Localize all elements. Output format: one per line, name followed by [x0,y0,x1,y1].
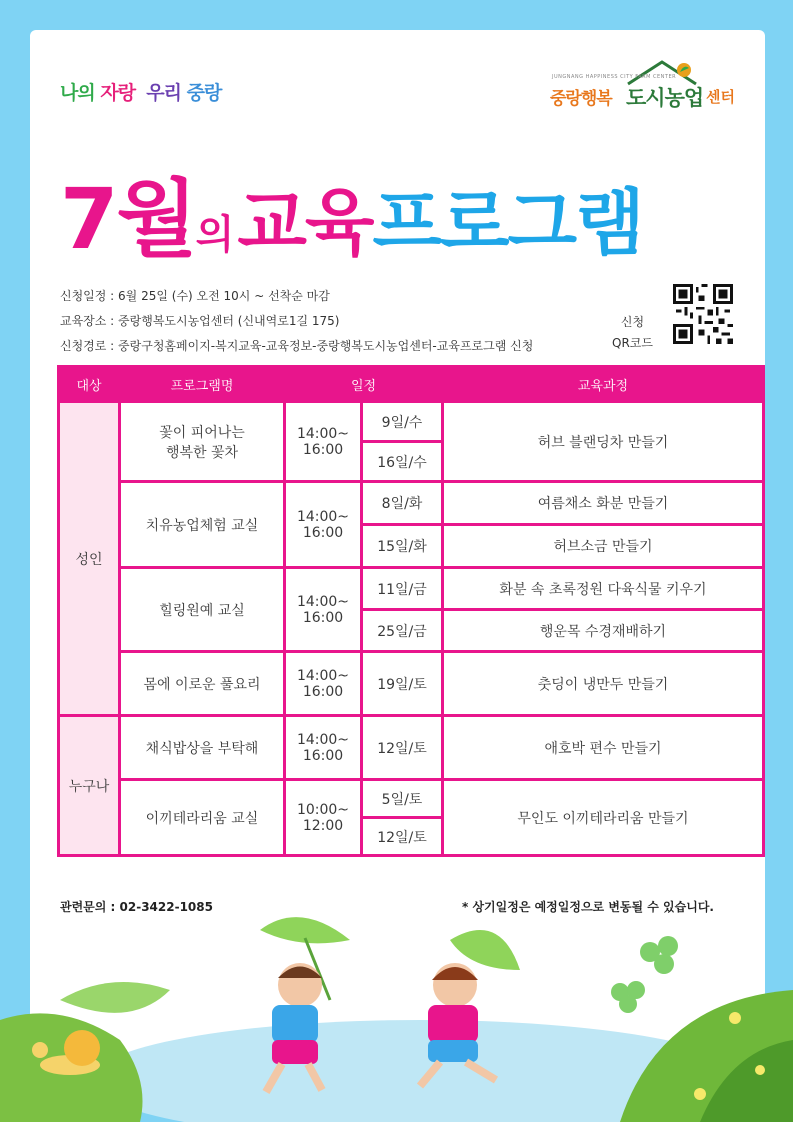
program-time [285,652,362,716]
slogan-word-1: 나의 [60,82,95,104]
table-row [59,568,764,610]
group-adult: 성인 [59,402,120,716]
header-program: 프로그램명 [120,367,285,402]
program-name-line2: 행복한 꽃차 [165,444,239,461]
program-date: 8일/화 [362,482,443,525]
header-course: 교육과정 [443,367,764,402]
info-period: 신청일정 : 6월 25일 (수) 오전 10시 ~ 선착순 마감 [60,289,330,303]
program-course: 허브소금 만들기 [443,525,764,568]
program-time [285,402,362,482]
application-info [60,284,533,359]
table-row [59,716,764,780]
center-logo [548,58,738,118]
program-course: 춧딩이 냉만두 만들기 [443,652,764,716]
header-schedule: 일정 [285,367,443,402]
page-title [60,152,750,268]
contact-info: 관련문의 : 02-3422-1085 [60,900,213,914]
time-start: 14:00~ [296,508,350,525]
program-date: 11일/금 [362,568,443,610]
program-name: 치유농업체험 교실 [120,482,285,568]
program-course: 무인도 이끼테라리움 만들기 [443,780,764,856]
time-start: 14:00~ [296,593,350,610]
table-row [59,652,764,716]
time-start: 14:00~ [296,667,350,684]
qr-label-line2: QR코드 [612,336,653,350]
program-course: 행운목 수경재배하기 [443,610,764,652]
table-row [59,402,764,442]
slogan-word-3: 우리 [146,82,182,104]
program-name-line1: 꽃이 피어나는 [159,424,245,441]
logo-english: JUNGNANG HAPPINESS CITY FARM CENTER [552,74,677,80]
title-particle: 의 [195,212,233,258]
qr-code-icon[interactable] [673,284,733,344]
program-time [285,482,362,568]
slogan-word-4: 중랑 [186,82,222,104]
program-time [285,568,362,652]
schedule-note: * 상기일정은 예정일정으로 변동될 수 있습니다. [462,900,714,914]
time-end: 16:00 [302,609,344,626]
time-end: 12:00 [302,817,344,834]
logo-text-3: 센터 [706,88,735,106]
program-name: 몸에 이로운 풀요리 [120,652,285,716]
program-course: 화분 속 초록정원 다육식물 키우기 [443,568,764,610]
table-row [59,482,764,525]
header-target: 대상 [59,367,120,402]
slogan [60,78,221,105]
title-education: 교육 [237,181,373,265]
snail-shell-icon [64,1030,100,1066]
program-name: 힐링원예 교실 [120,568,285,652]
program-name: 채식밥상을 부탁해 [120,716,285,780]
time-start: 14:00~ [296,425,350,442]
time-start: 10:00~ [296,801,350,818]
time-end: 16:00 [302,683,344,700]
left-leaf-icon [60,982,170,1013]
qr-label [612,312,653,354]
table-row [59,780,764,818]
program-date: 15일/화 [362,525,443,568]
program-course: 애호박 편수 만들기 [443,716,764,780]
program-date: 19일/토 [362,652,443,716]
program-date: 12일/토 [362,818,443,856]
program-name: 이끼테라리움 교실 [120,780,285,856]
title-program: 프로그램 [372,181,643,265]
time-start: 14:00~ [296,731,350,748]
title-month: 7월 [60,170,196,268]
clover-icon [611,936,678,1013]
program-name [120,402,285,482]
kids-illustration [0,880,793,1122]
group-everyone: 누구나 [59,716,120,856]
info-place: 교육장소 : 중랑행복도시농업센터 (신내역로1길 175) [60,314,340,328]
time-end: 16:00 [302,441,344,458]
info-route: 신청경로 : 중랑구청홈페이지-복지교육-교육정보-중랑행복도시농업센터-교육프로그램 신청 [60,339,534,353]
slogan-word-2: 자랑 [100,82,136,104]
time-end: 16:00 [302,747,344,764]
snail-head [32,1042,48,1058]
qr-label-line1: 신청 [620,315,645,329]
program-time [285,716,362,780]
program-date: 25일/금 [362,610,443,652]
program-table [57,365,765,857]
logo-text-1: 중랑행복 [550,89,612,109]
program-time [285,780,362,856]
program-course: 허브 블랜딩차 만들기 [443,402,764,482]
program-date: 16일/수 [362,442,443,482]
table-header-row [59,367,764,402]
logo-text-2: 도시농업 [626,86,704,110]
program-course: 여름채소 화분 만들기 [443,482,764,525]
program-date: 5일/토 [362,780,443,818]
program-date: 9일/수 [362,402,443,442]
program-date: 12일/토 [362,716,443,780]
time-end: 16:00 [302,524,344,541]
